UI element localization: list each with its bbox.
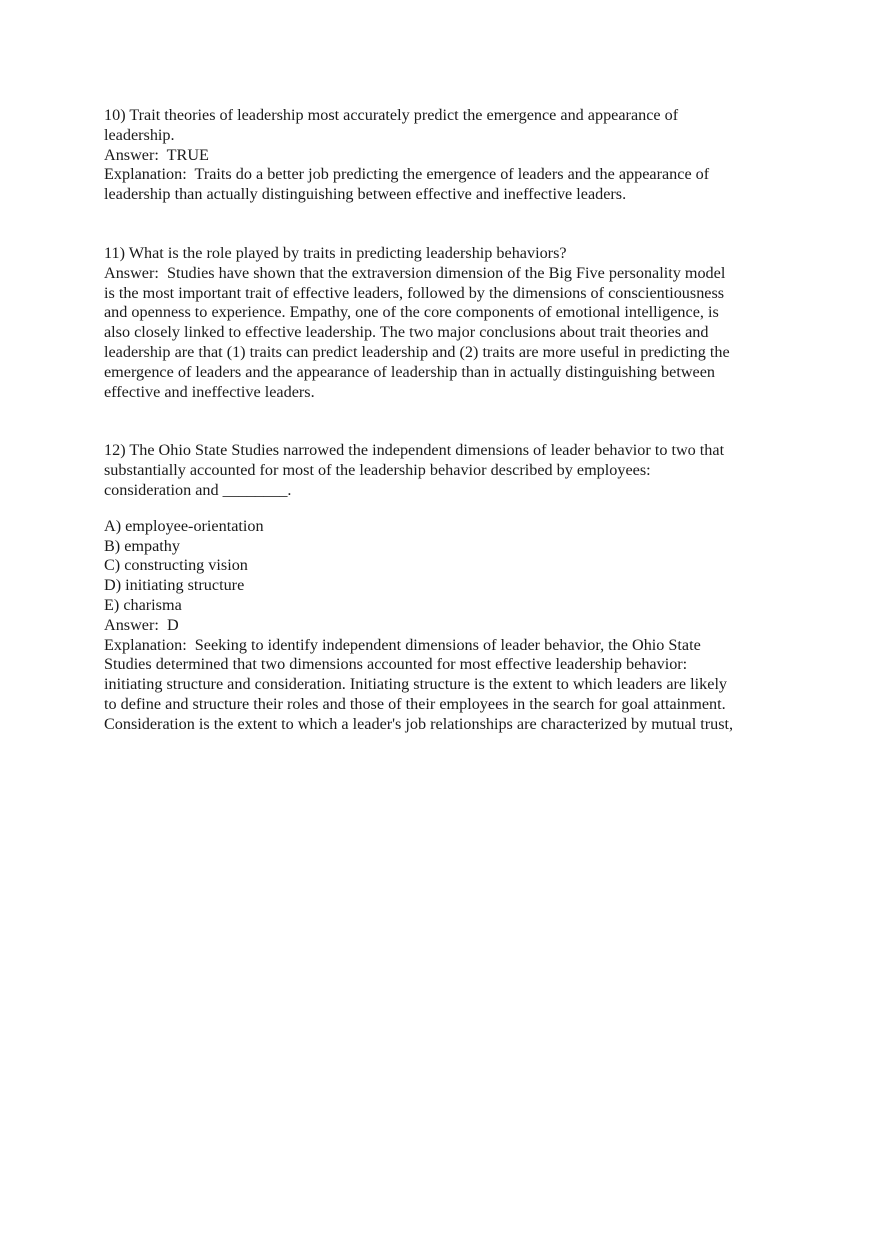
explanation-line: Explanation: Seeking to identify independent dimensions of leader behavior, the Ohio State xyxy=(104,635,701,654)
question-text-line: substantially accounted for most of the leadership behavior described by employees: xyxy=(104,461,651,480)
option-b: B) empathy xyxy=(104,536,180,555)
answer-line: Answer: Studies have shown that the extraversion dimension of the Big Five personality model xyxy=(104,263,726,282)
question-text-line: leadership. xyxy=(104,125,175,144)
answer-line: and openness to experience. Empathy, one of the core components of emotional intelligence, is xyxy=(104,303,719,322)
question-10 xyxy=(104,106,784,205)
answer-line: also closely linked to effective leadership. The two major conclusions about trait theories and xyxy=(104,323,709,342)
answer-line: Answer: TRUE xyxy=(104,145,209,164)
answer-line: emergence of leaders and the appearance of leadership than in actually distinguishing between xyxy=(104,362,715,381)
option-e: E) charisma xyxy=(104,595,182,614)
question-text-line: 10) Trait theories of leadership most accurately predict the emergence and appearance of xyxy=(104,106,679,124)
question-text-line: consideration and ________. xyxy=(104,480,292,499)
explanation-line: initiating structure and consideration. Initiating structure is the extent to which leaders are likely xyxy=(104,675,728,694)
question-12 xyxy=(104,441,784,734)
question-text-line: 11) What is the role played by traits in predicting leadership behaviors? xyxy=(104,243,567,262)
option-c: C) constructing vision xyxy=(104,556,248,575)
answer-options xyxy=(104,517,784,616)
explanation-line: leadership than actually distinguishing between effective and ineffective leaders. xyxy=(104,185,627,204)
question-11 xyxy=(104,244,784,402)
answer-line: Answer: D xyxy=(104,615,179,634)
answer-line: is the most important trait of effective leaders, followed by the dimensions of conscientiousness xyxy=(104,283,725,302)
answer-line: effective and ineffective leaders. xyxy=(104,382,315,401)
option-d: D) initiating structure xyxy=(104,576,245,595)
explanation-line: Explanation: Traits do a better job predicting the emergence of leaders and the appearance of xyxy=(104,165,710,184)
explanation-line: Consideration is the extent to which a leader's job relationships are characterized by mutual trust, xyxy=(104,714,734,733)
explanation-line: to define and structure their roles and those of their employees in the search for goal attainment. xyxy=(104,694,726,713)
option-a: A) employee-orientation xyxy=(104,516,264,535)
document-page xyxy=(104,106,784,735)
answer-line: leadership are that (1) traits can predict leadership and (2) traits are more useful in predicting the xyxy=(104,342,730,361)
explanation-line: Studies determined that two dimensions accounted for most effective leadership behavior: xyxy=(104,655,688,674)
question-text-line: 12) The Ohio State Studies narrowed the independent dimensions of leader behavior to two that xyxy=(104,441,725,460)
